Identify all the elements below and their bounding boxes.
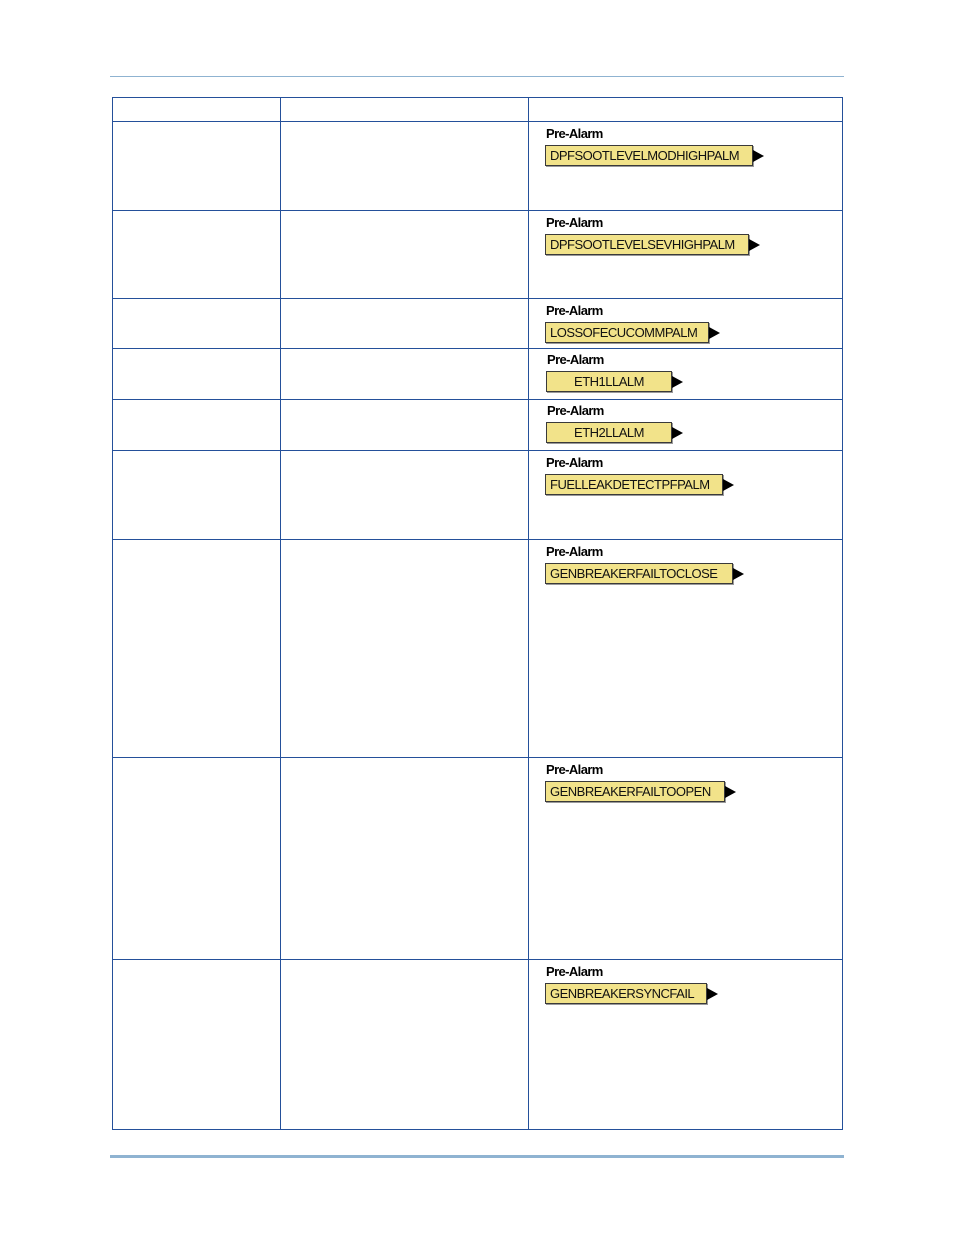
description-cell <box>281 299 529 349</box>
table-row <box>113 540 843 758</box>
logic-element-cell <box>529 540 843 758</box>
description-cell <box>281 349 529 400</box>
logic-element-cell <box>529 960 843 1130</box>
output-arrow-icon <box>753 150 764 162</box>
pre-alarm-logic-block <box>546 422 683 443</box>
output-arrow-icon <box>707 988 718 1000</box>
header-cell-1 <box>113 98 281 122</box>
description-cell <box>281 400 529 451</box>
output-arrow-icon <box>672 376 683 388</box>
logic-element-cell <box>529 299 843 349</box>
name-cell <box>113 540 281 758</box>
name-cell <box>113 349 281 400</box>
logic-element-cell <box>529 451 843 540</box>
pre-alarm-label: Pre-Alarm <box>546 762 603 777</box>
table-row <box>113 122 843 211</box>
pre-alarm-logic-block <box>545 234 760 255</box>
table-header-row <box>113 98 843 122</box>
pre-alarm-tag: FUELLEAKDETECTPFPALM <box>545 474 723 495</box>
logic-element-table <box>112 97 843 1130</box>
output-arrow-icon <box>749 239 760 251</box>
name-cell <box>113 122 281 211</box>
pre-alarm-tag: ETH2LLALM <box>546 422 672 443</box>
pre-alarm-logic-block <box>545 983 718 1004</box>
header-rule <box>110 76 844 77</box>
pre-alarm-logic-block <box>546 371 683 392</box>
description-cell <box>281 451 529 540</box>
name-cell <box>113 211 281 299</box>
logic-element-cell <box>529 758 843 960</box>
logic-element-cell <box>529 349 843 400</box>
pre-alarm-tag: LOSSOFECUCOMMPALM <box>545 322 709 343</box>
description-cell <box>281 540 529 758</box>
pre-alarm-label: Pre-Alarm <box>546 126 603 141</box>
pre-alarm-label: Pre-Alarm <box>547 403 604 418</box>
output-arrow-icon <box>672 427 683 439</box>
logic-element-cell <box>529 122 843 211</box>
name-cell <box>113 299 281 349</box>
header-cell-3 <box>529 98 843 122</box>
name-cell <box>113 960 281 1130</box>
output-arrow-icon <box>709 327 720 339</box>
table-row <box>113 400 843 451</box>
pre-alarm-label: Pre-Alarm <box>547 352 604 367</box>
pre-alarm-tag: GENBREAKERSYNCFAIL <box>545 983 707 1004</box>
description-cell <box>281 960 529 1130</box>
pre-alarm-tag: GENBREAKERFAILTOCLOSE <box>545 563 733 584</box>
footer-rule <box>110 1155 844 1158</box>
pre-alarm-logic-block <box>545 563 744 584</box>
pre-alarm-label: Pre-Alarm <box>546 303 603 318</box>
table-row <box>113 758 843 960</box>
name-cell <box>113 451 281 540</box>
pre-alarm-tag: DPFSOOTLEVELMODHIGHPALM <box>545 145 753 166</box>
output-arrow-icon <box>733 568 744 580</box>
pre-alarm-logic-block <box>545 145 764 166</box>
pre-alarm-tag: GENBREAKERFAILTOOPEN <box>545 781 725 802</box>
table-row <box>113 960 843 1130</box>
logic-element-cell <box>529 400 843 451</box>
table-row <box>113 299 843 349</box>
pre-alarm-label: Pre-Alarm <box>546 215 603 230</box>
pre-alarm-tag: DPFSOOTLEVELSEVHIGHPALM <box>545 234 749 255</box>
table-row <box>113 349 843 400</box>
table-row <box>113 451 843 540</box>
header-cell-2 <box>281 98 529 122</box>
pre-alarm-logic-block <box>545 781 736 802</box>
description-cell <box>281 122 529 211</box>
pre-alarm-label: Pre-Alarm <box>546 544 603 559</box>
description-cell <box>281 211 529 299</box>
name-cell <box>113 758 281 960</box>
pre-alarm-label: Pre-Alarm <box>546 455 603 470</box>
pre-alarm-tag: ETH1LLALM <box>546 371 672 392</box>
table-row <box>113 211 843 299</box>
pre-alarm-label: Pre-Alarm <box>546 964 603 979</box>
description-cell <box>281 758 529 960</box>
output-arrow-icon <box>723 479 734 491</box>
pre-alarm-logic-block <box>545 322 720 343</box>
name-cell <box>113 400 281 451</box>
pre-alarm-logic-block <box>545 474 734 495</box>
output-arrow-icon <box>725 786 736 798</box>
logic-element-cell <box>529 211 843 299</box>
